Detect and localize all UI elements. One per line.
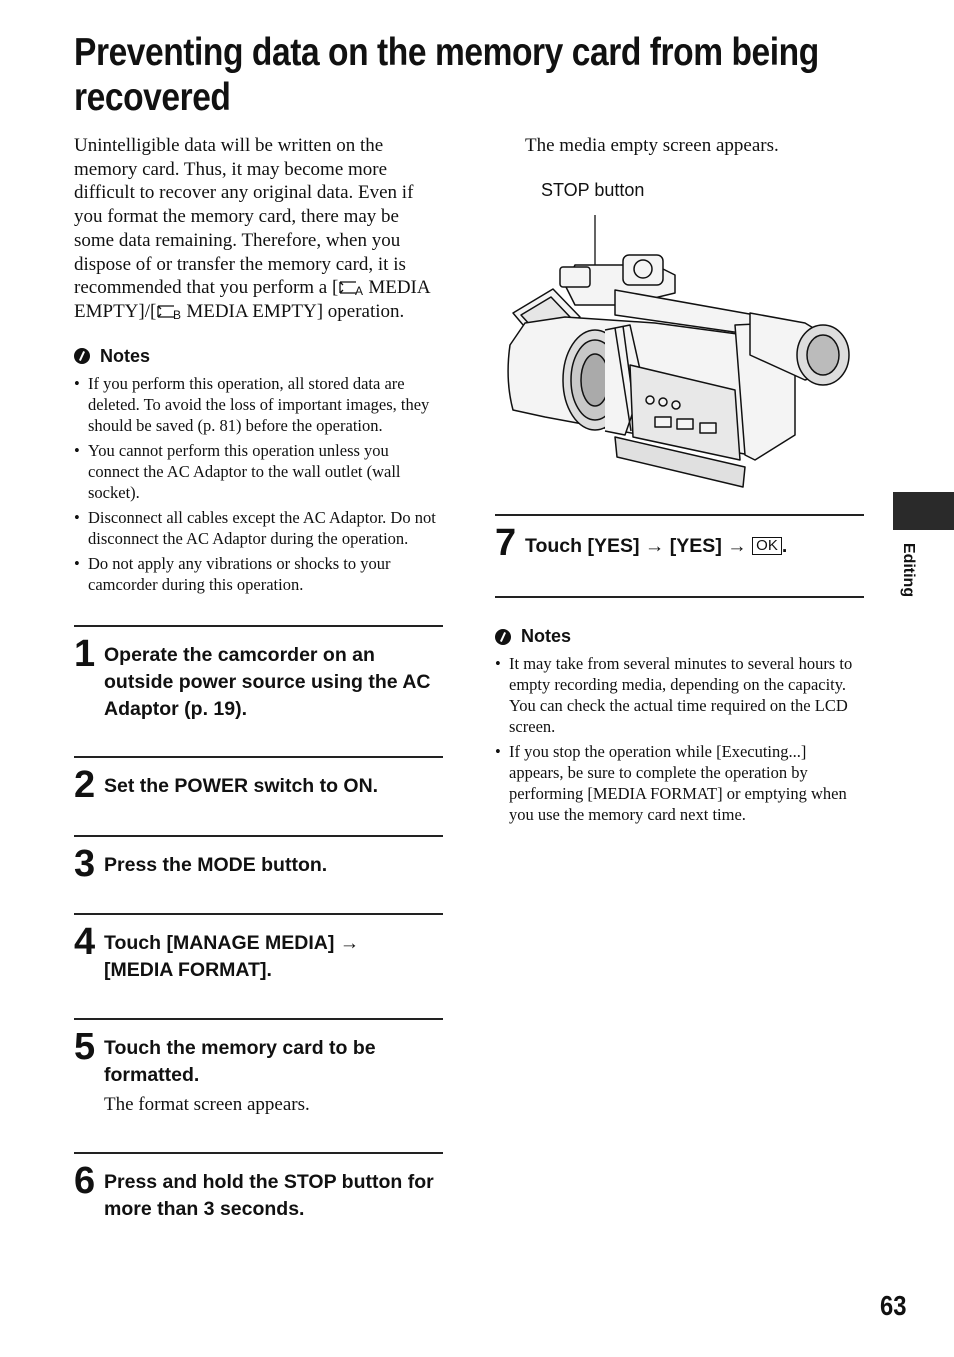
step-number: 1: [74, 632, 96, 675]
camcorder-illustration: [505, 205, 855, 495]
step-number: 4: [74, 920, 96, 963]
right-column: [495, 134, 864, 158]
intro-text-a: MEDIA EMPTY]/[: [74, 277, 430, 322]
intro-paragraph: [74, 134, 443, 324]
svg-text:B: B: [173, 307, 182, 320]
section-tab-marker: [893, 492, 954, 530]
stop-button-label: STOP button: [541, 180, 645, 200]
step-result: The format screen appears.: [104, 1093, 310, 1115]
intro-text-b: MEDIA EMPTY] operation.: [186, 300, 405, 322]
notes-heading-left: Notes: [74, 346, 443, 367]
list-item: • It may take from several minutes to several hours to empty recording media, depending on the capacity. You can check the actual time required on the LCD screen.: [495, 653, 864, 737]
left-column: [74, 134, 443, 1234]
step-instruction: Touch the memory card to be formatted.: [104, 1036, 376, 1086]
list-item: • You cannot perform this operation unless you connect the AC Adaptor to the wall outlet (wall socket).: [74, 440, 443, 503]
step-number: 6: [74, 1159, 96, 1202]
intro-text: Unintelligible data will be written on the memory card. Thus, it may become more difficult to recover any original data. Even if you format the memory card, there may be some data remaining. Therefore, when you dispose of or transfer the memory card, it is recommended that you perform a [: [74, 135, 414, 299]
notes-list-right: [495, 653, 864, 825]
page-title: Preventing data on the memory card from being recovered: [74, 31, 819, 119]
step-1: [74, 625, 443, 756]
step-3: [74, 835, 443, 913]
step-number: 5: [74, 1025, 96, 1068]
notes-list-left: [74, 373, 443, 595]
notes-block-right: [495, 626, 864, 829]
step-instruction: Operate the camcorder on an outside power source using the AC Adaptor (p. 19).: [104, 643, 431, 720]
svg-text:A: A: [355, 284, 364, 297]
list-item: • If you perform this operation, all stored data are deleted. To avoid the loss of important images, they should be saved (p. 81) before the operation.: [74, 373, 443, 436]
step-instruction: Set the POWER switch to ON.: [104, 774, 379, 797]
ok-button-icon: OK: [752, 537, 782, 555]
notes-caution-icon: [495, 629, 511, 645]
page-number: 63: [880, 1290, 907, 1321]
step-4: [74, 913, 443, 1018]
step-6: [74, 1152, 443, 1234]
step-instruction: Touch [YES] → [YES] → OK .: [525, 535, 788, 557]
memory-card-b-icon: [156, 302, 186, 320]
step-instruction: Press and hold the STOP button for more than 3 seconds.: [104, 1170, 434, 1220]
step-7: [495, 514, 864, 598]
list-item: • If you stop the operation while [Executing...] appears, be sure to complete the operation by performing [MEDIA FORMAT] or emptying when you use the memory card next time.: [495, 741, 864, 825]
step-number: 3: [74, 842, 96, 885]
media-empty-text: The media empty screen appears.: [525, 135, 779, 156]
step-2: [74, 756, 443, 835]
step-instruction: Touch [MANAGE MEDIA] → [MEDIA FORMAT].: [104, 931, 360, 981]
notes-heading-right: Notes: [495, 626, 864, 647]
list-item: • Disconnect all cables except the AC Adaptor. Do not disconnect the AC Adaptor during the operation.: [74, 507, 443, 549]
step-5: [74, 1018, 443, 1152]
memory-card-a-icon: [338, 278, 368, 296]
step-number: 7: [495, 522, 517, 564]
step-instruction: Press the MODE button.: [104, 853, 328, 876]
notes-caution-icon: [74, 348, 90, 364]
step-number: 2: [74, 763, 96, 806]
list-item: • Do not apply any vibrations or shocks to your camcorder during this operation.: [74, 553, 443, 595]
section-tab-label: Editing: [900, 542, 917, 598]
